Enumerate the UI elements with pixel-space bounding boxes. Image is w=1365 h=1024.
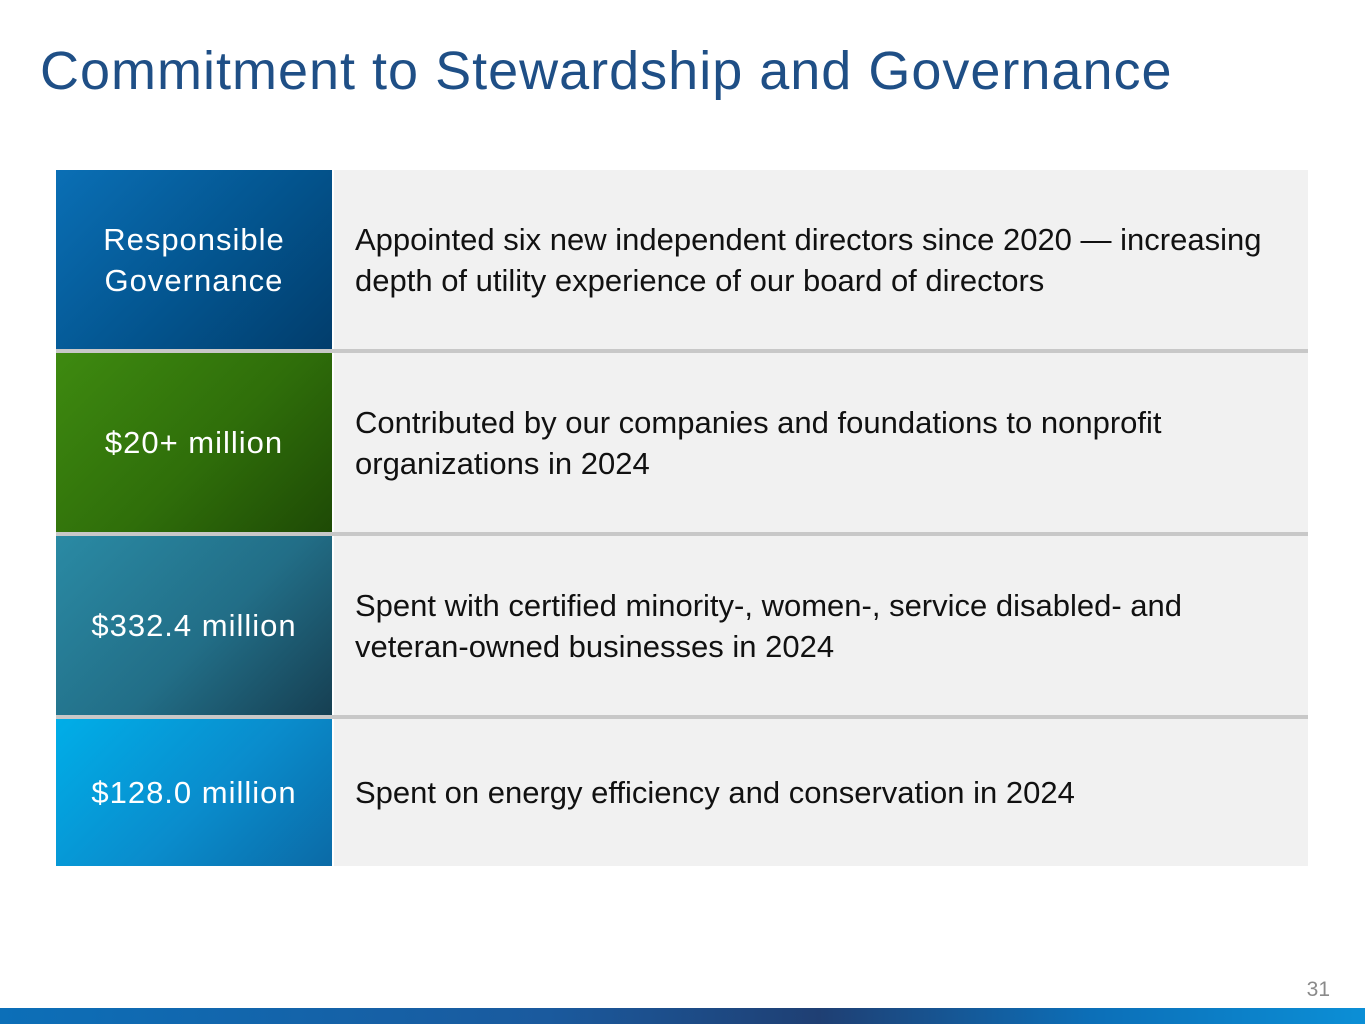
- table-row-supplier-diversity: [56, 536, 1308, 719]
- table-row-governance: [56, 170, 1308, 353]
- row-description-text: Spent with certified minority-, women-, service disabled- and veteran-owned businesses in 2024: [355, 587, 1183, 664]
- stewardship-table: [56, 170, 1308, 866]
- row-description: [334, 170, 1308, 349]
- row-description-text: Contributed by our companies and foundations to nonprofit organizations in 2024: [355, 404, 1162, 481]
- page-title: Commitment to Stewardship and Governance: [40, 41, 1173, 101]
- page-number: 31: [1306, 978, 1330, 1001]
- row-description-text: Spent on energy efficiency and conservation in 2024: [355, 775, 1075, 810]
- row-label: $332.4 million: [56, 536, 334, 715]
- row-description: [334, 719, 1308, 866]
- table-row-contributions: [56, 353, 1308, 536]
- row-label: Responsible Governance: [56, 170, 334, 349]
- row-description-text: Appointed six new independent directors since 2020 — increasing depth of utility experience of our board of directors: [355, 221, 1262, 298]
- table-row-energy-efficiency: [56, 719, 1308, 866]
- row-label: $128.0 million: [56, 719, 334, 866]
- row-description: [334, 536, 1308, 715]
- footer-bar: [0, 1008, 1365, 1024]
- row-description: [334, 353, 1308, 532]
- row-label: $20+ million: [56, 353, 334, 532]
